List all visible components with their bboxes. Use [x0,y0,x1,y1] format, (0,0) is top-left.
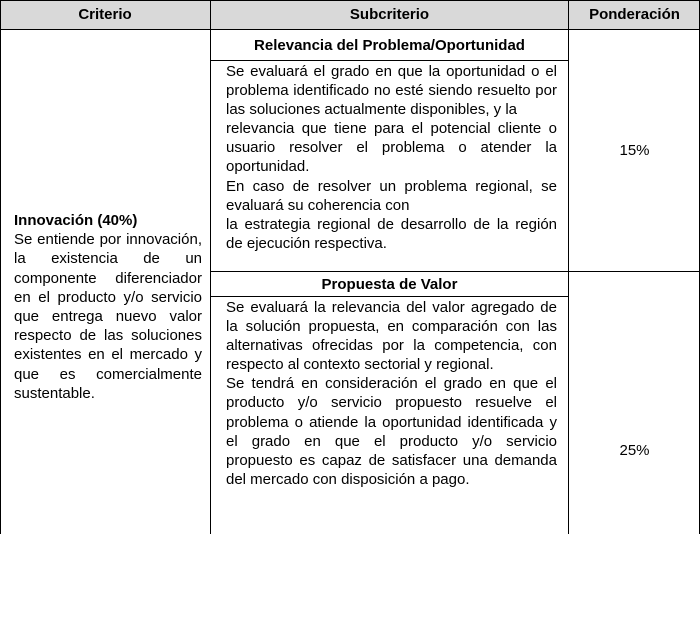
row-divider [211,271,700,272]
table-border-left [0,0,1,534]
subcriterion-1-paragraph: relevancia que tiene para el potencial cliente o usuario resolver el problema o atender la oportunidad. [226,120,557,176]
subcriterion-1-paragraph: Se evaluará el grado en que la oportunidad o el problema identificado no esté siendo resuelto por las soluciones actualmente disponibles, y la [226,63,557,119]
subcriterion-1-weight: 15% [619,142,650,159]
header-subcriterio: Subcriterio [211,0,568,29]
header-criterio: Criterio [0,0,210,29]
subtitle-2-divider [211,296,568,297]
criterion-title: Innovación (40%) [14,212,138,229]
criterion-cell [14,211,202,403]
header-divider [0,29,700,30]
criterion-description: Se entiende por innovación, la existencia de un componente diferenciador en el producto y/o servicio que entrega nuevo valor respecto de las soluciones existentes en el mercado y que es comercialmente sustentable. [14,231,202,402]
column-divider-1 [210,0,211,534]
subcriterion-2-paragraph: Se evaluará la relevancia del valor agregado de la solución propuesta, en comparación con las alternativas ofrecidas por la competencia, con respecto al contexto sectorial y regional. [226,299,557,374]
header-ponderacion: Ponderación [569,0,700,29]
subcriterion-2-paragraph: Se tendrá en consideración el grado en que el producto y/o servicio propuesto resuelve el problema o atiende la oportunidad identificada y el grado en que el producto y/o servicio propuesto es capaz de satisfacer una demanda del mercado con disposición a pago. [226,375,557,488]
subcriterion-1-paragraph: la estrategia regional de desarrollo de la región de ejecución respectiva. [226,215,557,252]
subtitle-1-divider [211,60,568,61]
subcriterion-1-title: Relevancia del Problema/Oportunidad [254,36,525,54]
subcriterion-2-weight: 25% [619,441,650,459]
subcriterion-2-title: Propuesta de Valor [321,275,458,293]
table-border-top [0,0,700,1]
subcriterion-1-description [226,62,557,253]
subcriterion-1-paragraph: En caso de resolver un problema regional, se evaluará su coherencia con [226,177,557,214]
column-divider-2 [568,0,569,534]
subcriterion-2-description [226,298,557,489]
